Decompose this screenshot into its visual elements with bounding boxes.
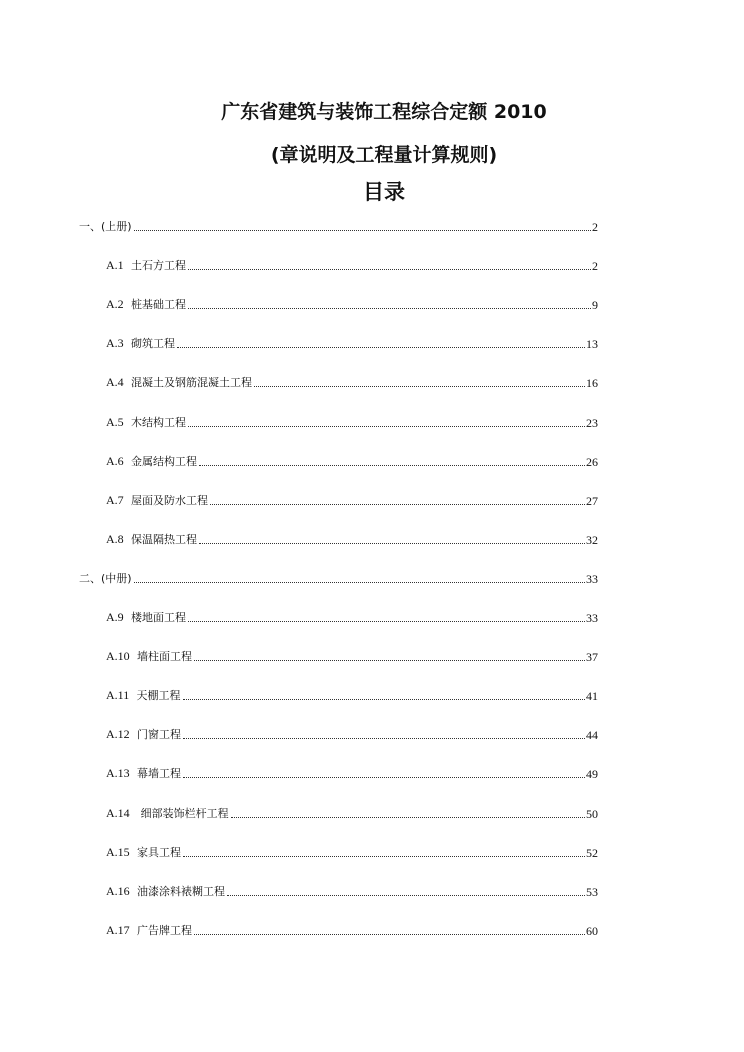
toc-entry-code: A.9: [106, 610, 124, 624]
toc-entry-title: 门窗工程: [136, 728, 181, 741]
toc-page-number: 2: [592, 259, 598, 273]
toc-entry-code: A.17: [106, 923, 130, 937]
toc-entry[interactable]: [106, 529, 598, 547]
toc-entry[interactable]: [106, 724, 598, 742]
toc-entry-code: A.6: [106, 454, 124, 468]
dot-leader: [177, 346, 585, 348]
toc-entry-label: [106, 649, 194, 664]
dot-leader: [188, 268, 591, 270]
toc-entry-title: 家具工程: [136, 846, 181, 859]
toc-entry-label: [79, 571, 134, 586]
toc-page-number: 23: [586, 416, 598, 430]
toc-entry[interactable]: [106, 451, 598, 469]
toc-page-number: 60: [586, 924, 598, 938]
toc-entry-label: [106, 454, 199, 469]
dot-leader: [188, 425, 585, 427]
toc-entry-code: A.5: [106, 415, 124, 429]
dot-leader: [194, 659, 585, 661]
toc-entry-title: 幕墙工程: [136, 767, 181, 780]
toc-entry-label: [106, 688, 183, 703]
dot-leader: [194, 933, 585, 935]
toc-entry[interactable]: [79, 568, 598, 586]
toc-entry-title: 细部装饰栏杆工程: [140, 807, 229, 820]
toc-entry-label: [106, 610, 188, 625]
toc-entry-title: 屋面及防水工程: [130, 494, 208, 507]
toc-entry-title: 木结构工程: [130, 416, 186, 429]
toc-entry-code: A.8: [106, 532, 124, 546]
toc-entry[interactable]: [106, 372, 598, 390]
document-title: 广东省建筑与装饰工程综合定额 2010: [221, 101, 547, 123]
toc-entry-title: 一、(上册): [79, 220, 132, 233]
dot-leader: [183, 698, 585, 700]
toc-page-number: 50: [586, 807, 598, 821]
toc-page-number: 52: [586, 846, 598, 860]
toc-entry-title: 楼地面工程: [130, 611, 186, 624]
dot-leader: [183, 855, 585, 857]
dot-leader: [134, 229, 591, 231]
toc-entry-title: 保温隔热工程: [130, 533, 197, 546]
dot-leader: [183, 776, 585, 778]
toc-heading: 目录: [363, 180, 405, 204]
dot-leader: [199, 542, 585, 544]
toc-entry-code: A.15: [106, 845, 130, 859]
toc-entry[interactable]: [106, 255, 598, 273]
toc-page-number: 41: [586, 689, 598, 703]
dot-leader: [231, 816, 585, 818]
toc-entry[interactable]: [106, 920, 598, 938]
toc-entry-label: [106, 415, 188, 430]
toc-page-number: 27: [586, 494, 598, 508]
toc-entry-label: [106, 806, 231, 821]
toc-entry-label: [106, 766, 183, 781]
toc-entry-label: [106, 258, 188, 273]
toc-entry[interactable]: [106, 607, 598, 625]
toc-entry[interactable]: [106, 294, 598, 312]
dot-leader: [227, 894, 585, 896]
toc-page-number: 49: [586, 767, 598, 781]
toc-entry-title: 混凝土及钢筋混凝土工程: [130, 376, 252, 389]
toc-entry[interactable]: [79, 216, 598, 234]
toc-entry[interactable]: [106, 490, 598, 508]
document-subtitle: (章说明及工程量计算规则): [270, 144, 498, 166]
dot-leader: [199, 464, 585, 466]
toc-page-number: 33: [586, 611, 598, 625]
toc-page-number: 37: [586, 650, 598, 664]
dot-leader: [188, 307, 591, 309]
toc-entry-code: A.13: [106, 766, 130, 780]
toc-entry[interactable]: [106, 646, 598, 664]
toc-page-number: 32: [586, 533, 598, 547]
toc-entry-code: A.12: [106, 727, 130, 741]
toc-entry[interactable]: [106, 412, 598, 430]
toc-entry-code: A.14: [106, 806, 130, 820]
toc-entry-code: A.10: [106, 649, 130, 663]
toc-entry-code: A.7: [106, 493, 124, 507]
toc-entry[interactable]: [106, 333, 598, 351]
toc-entry-label: [106, 297, 188, 312]
toc-page-number: 16: [586, 376, 598, 390]
dot-leader: [183, 737, 585, 739]
toc-entry[interactable]: [106, 842, 598, 860]
toc-entry-title: 二、(中册): [79, 572, 132, 585]
toc-page-number: 44: [586, 728, 598, 742]
toc-entry-title: 广告牌工程: [136, 924, 192, 937]
toc-entry-label: [79, 219, 134, 234]
dot-leader: [134, 581, 585, 583]
toc-page-number: 53: [586, 885, 598, 899]
dot-leader: [254, 385, 585, 387]
toc-entry-title: 金属结构工程: [130, 455, 197, 468]
toc-entry-title: 油漆涂料裱糊工程: [136, 885, 225, 898]
toc-entry-label: [106, 884, 227, 899]
toc-entry-code: A.3: [106, 336, 124, 350]
toc-entry[interactable]: [106, 763, 598, 781]
toc-entry[interactable]: [106, 685, 598, 703]
toc-entry-code: A.11: [106, 688, 130, 702]
toc-entry-title: 桩基础工程: [130, 298, 186, 311]
dot-leader: [210, 503, 585, 505]
toc-entry-label: [106, 845, 183, 860]
toc-page-number: 33: [586, 572, 598, 586]
toc-entry-title: 砌筑工程: [130, 337, 175, 350]
toc-entry-label: [106, 727, 183, 742]
toc-page-number: 26: [586, 455, 598, 469]
toc-entry[interactable]: [106, 881, 598, 899]
toc-page-number: 9: [592, 298, 598, 312]
toc-entry-label: [106, 336, 177, 351]
toc-entry-code: A.16: [106, 884, 130, 898]
toc-entry-title: 天棚工程: [136, 689, 181, 702]
toc-entry-label: [106, 493, 210, 508]
toc-page-number: 13: [586, 337, 598, 351]
toc-entry-label: [106, 532, 199, 547]
toc-entry-code: A.2: [106, 297, 124, 311]
toc-entry-title: 墙柱面工程: [136, 650, 192, 663]
dot-leader: [188, 620, 585, 622]
toc-entry-code: A.4: [106, 375, 124, 389]
toc-entry-code: A.1: [106, 258, 124, 272]
toc-page-number: 2: [592, 220, 598, 234]
toc-entry[interactable]: [106, 803, 598, 821]
toc-entry-label: [106, 375, 254, 390]
toc-entry-label: [106, 923, 194, 938]
toc-entry-title: 土石方工程: [130, 259, 186, 272]
